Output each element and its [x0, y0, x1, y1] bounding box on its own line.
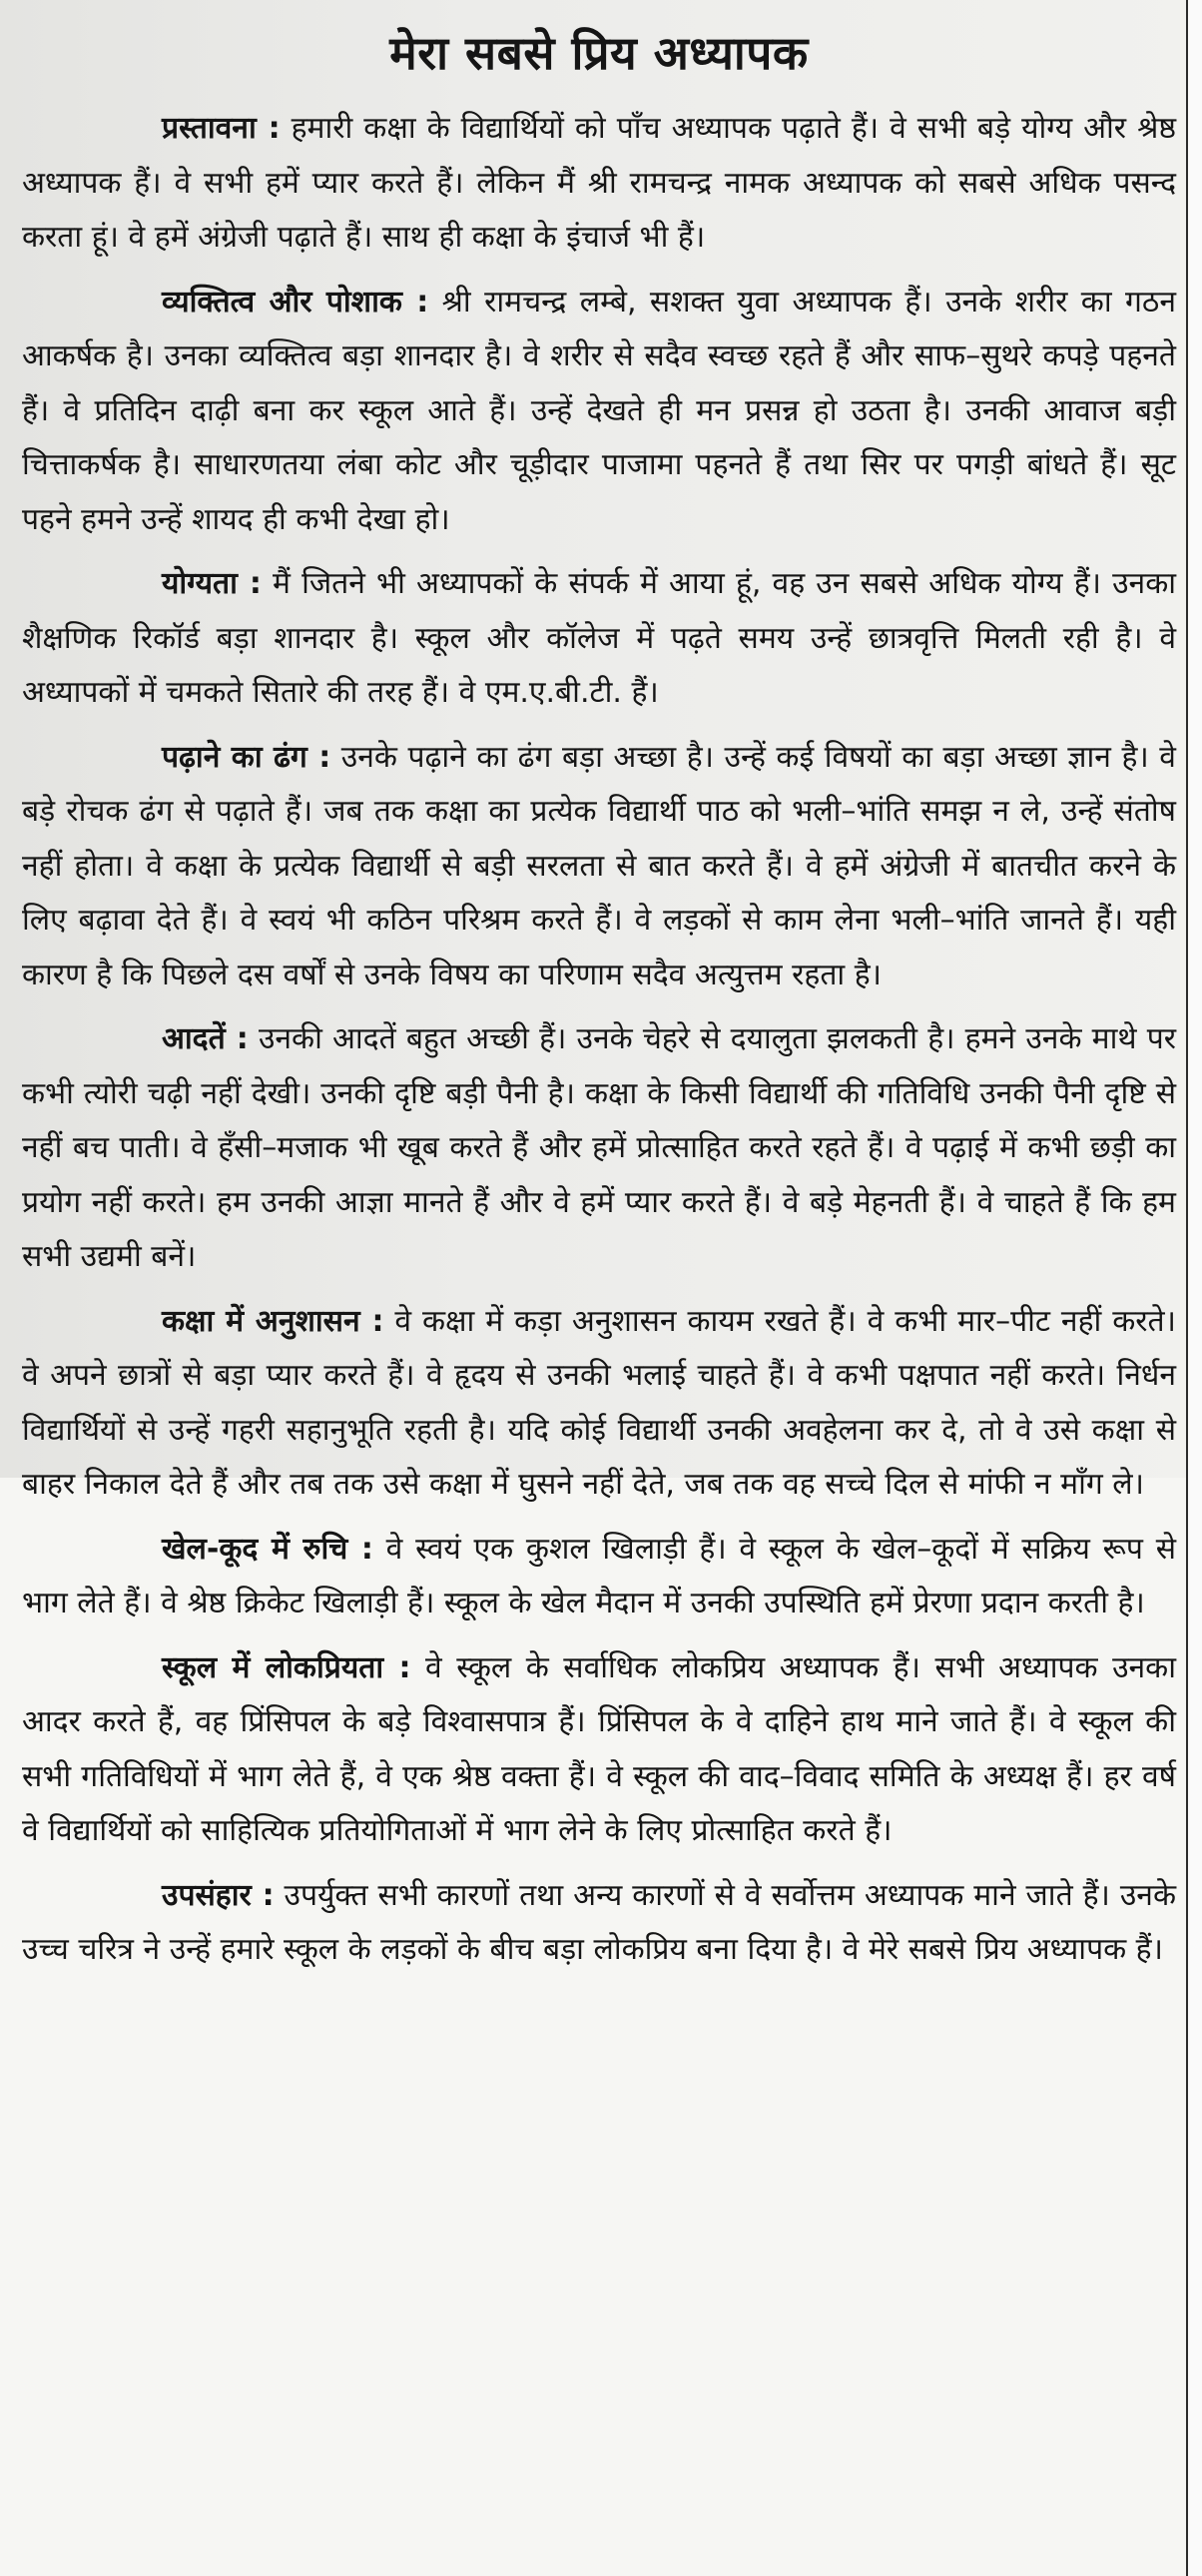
essay-title: मेरा सबसे प्रिय अध्यापक [389, 26, 809, 80]
paragraph-heading: पढ़ाने का ढंग : [162, 739, 331, 775]
paragraph-discipline [22, 1295, 1176, 1513]
paragraph-personality [22, 276, 1176, 548]
paragraph-text: वे कक्षा में कड़ा अनुशासन कायम रखते हैं। वे कभी मार–पीट नहीं करते। वे अपने छात्रों से बड़ा प्यार करते हैं। वे हृदय से उनकी भलाई चाहते हैं। वे कभी पक्षपात नहीं करते। निर्धन विद्यार्थियों से उन्हें गहरी सहानुभूति रहती है। यदि कोई विद्यार्थी उनकी अवहेलना कर दे, तो वे उसे कक्षा से बाहर निकाल देते हैं और तब तक उसे कक्षा में घुसने नहीं देते, जब तक वह सच्चे दिल से मांफी न माँग ले। [22, 1303, 1176, 1502]
paragraph-habits [22, 1012, 1176, 1285]
paragraph-heading: योग्यता : [162, 566, 262, 601]
paragraph-heading: आदतें : [162, 1021, 249, 1056]
paragraph-heading: प्रस्तावना : [162, 111, 281, 146]
paragraph-text: वे स्कूल के सर्वाधिक लोकप्रिय अध्यापक हैं। सभी अध्यापक उनका आदर करते हैं, वह प्रिंसिपल के बड़े विश्वासपात्र हैं। प्रिंसिपल के वे दाहिने हाथ माने जाते हैं। वे स्कूल की सभी गतिविधियों में भाग लेते हैं, वे एक श्रेष्ठ वक्ता हैं। वे स्कूल की वाद–विवाद समिति के अध्यक्ष हैं। हर वर्ष वे विद्यार्थियों को साहित्यिक प्रतियोगिताओं में भाग लेने के लिए प्रोत्साहित करते हैं। [22, 1649, 1176, 1848]
paragraph-sports [22, 1523, 1176, 1631]
page-edge [1186, 0, 1202, 2576]
essay [22, 18, 1176, 1988]
paragraph-teaching-style [22, 731, 1176, 1003]
paragraph-text: श्री रामचन्द्र लम्बे, सशक्त युवा अध्यापक हैं। उनके शरीर का गठन आकर्षक है। उनका व्यक्तित्व बड़ा शानदार है। वे शरीर से सदैव स्वच्छ रहते हैं और साफ–सुथरे कपड़े पहनते हैं। वे प्रतिदिन दाढ़ी बना कर स्कूल आते हैं। उन्हें देखते ही मन प्रसन्न हो उठता है। उनकी आवाज बड़ी चित्ताकर्षक है। साधारणतया लंबा कोट और चूड़ीदार पाजामा पहनते हैं तथा सिर पर पगड़ी बांधते हैं। सूट पहने हमने उन्हें शायद ही कभी देखा हो। [22, 284, 1176, 537]
paragraph-text: वे स्वयं एक कुशल खिलाड़ी हैं। वे स्कूल के खेल–कूदों में सक्रिय रूप से भाग लेते हैं। वे श्रेष्ठ क्रिकेट खिलाड़ी हैं। स्कूल के खेल मैदान में उनकी उपस्थिति हमें प्रेरणा प्रदान करती है। [22, 1531, 1176, 1620]
paragraph-popularity [22, 1641, 1176, 1859]
paragraph-text: मैं जितने भी अध्यापकों के संपर्क में आया हूं, वह उन सबसे अधिक योग्य हैं। उनका शैक्षणिक रिकॉर्ड बड़ा शानदार है। स्कूल और कॉलेज में पढ़ते समय उन्हें छात्रवृत्ति मिलती रही है। वे अध्यापकों में चमकते सितारे की तरह हैं। वे एम.ए.बी.टी. हैं। [22, 566, 1177, 710]
paragraph-heading: स्कूल में लोकप्रियता : [162, 1649, 411, 1685]
paragraph-text: हमारी कक्षा के विद्यार्थियों को पाँच अध्यापक पढ़ाते हैं। वे सभी बड़े योग्य और श्रेष्ठ अध्यापक हैं। वे सभी हमें प्यार करते हैं। लेकिन मैं श्री रामचन्द्र नामक अध्यापक को सबसे अधिक पसन्द करता हूं। वे हमें अंग्रेजी पढ़ाते हैं। साथ ही कक्षा के इंचार्ज भी हैं। [22, 111, 1176, 255]
paragraph-introduction [22, 102, 1176, 266]
paragraph-heading: व्यक्तित्व और पोशाक : [162, 284, 429, 320]
paragraph-text: उपर्युक्त सभी कारणों तथा अन्य कारणों से वे सर्वोत्तम अध्यापक माने जाते हैं। उनके उच्च चरित्र ने उन्हें हमारे स्कूल के लड़कों के बीच बड़ा लोकप्रिय बना दिया है। वे मेरे सबसे प्रिय अध्यापक हैं। [22, 1877, 1176, 1967]
paragraph-text: उनके पढ़ाने का ढंग बड़ा अच्छा है। उन्हें कई विषयों का बड़ा अच्छा ज्ञान है। वे बड़े रोचक ढंग से पढ़ाते हैं। जब तक कक्षा का प्रत्येक विद्यार्थी पाठ को भली–भांति समझ न ले, उन्हें संतोष नहीं होता। वे कक्षा के प्रत्येक विद्यार्थी से बड़ी सरलता से बात करते हैं। वे हमें अंग्रेजी में बातचीत करने के लिए बढ़ावा देते हैं। वे स्वयं भी कठिन परिश्रम करते हैं। वे लड़कों से काम लेना भली–भांति जानते हैं। यही कारण है कि पिछले दस वर्षों से उनके विषय का परिणाम सदैव अत्युत्तम रहता है। [22, 739, 1176, 992]
paragraph-qualification [22, 557, 1176, 721]
paragraph-heading: उपसंहार : [162, 1877, 275, 1913]
paragraph-heading: खेल-कूद में रुचि : [162, 1531, 373, 1567]
paragraph-text: उनकी आदतें बहुत अच्छी हैं। उनके चेहरे से दयालुता झलकती है। हमने उनके माथे पर कभी त्योरी चढ़ी नहीं देखी। उनकी दृष्टि बड़ी पैनी है। कक्षा के किसी विद्यार्थी की गतिविधि उनकी पैनी दृष्टि से नहीं बच पाती। वे हँसी–मजाक भी खूब करते हैं और हमें प्रोत्साहित करते रहते हैं। वे पढ़ाई में कभी छड़ी का प्रयोग नहीं करते। हम उनकी आज्ञा मानते हैं और वे हमें प्यार करते हैं। वे बड़े मेहनती हैं। वे चाहते हैं कि हम सभी उद्यमी बनें। [22, 1021, 1177, 1274]
paragraph-heading: कक्षा में अनुशासन : [162, 1303, 384, 1339]
paragraph-conclusion [22, 1869, 1176, 1978]
